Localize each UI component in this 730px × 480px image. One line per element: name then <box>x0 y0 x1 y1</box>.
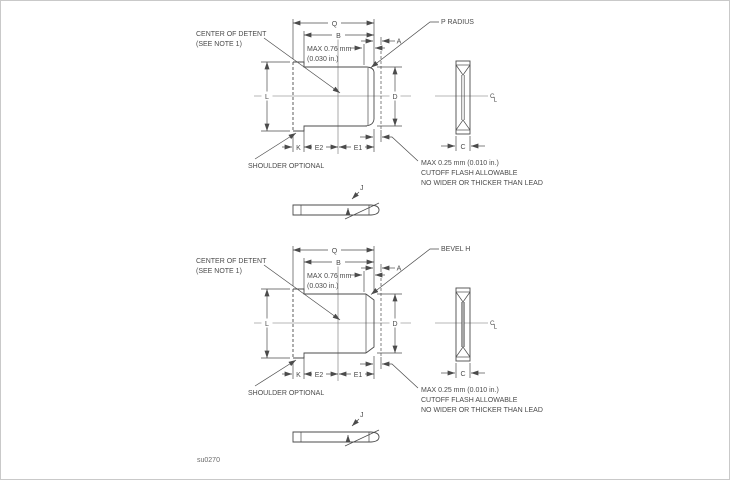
variant-label: BEVEL H <box>441 246 471 253</box>
top-chamfer <box>456 65 470 75</box>
dim-label-c: C <box>460 144 466 151</box>
dim-label-e1: E1 <box>353 145 363 152</box>
note-max-detent-mm: MAX 0.76 mm <box>307 46 352 53</box>
lead-core-shading <box>462 302 464 347</box>
lead-tip-view <box>293 412 379 446</box>
outline-drawing-radius-variant <box>196 19 543 220</box>
dim-label-e2: E2 <box>314 145 324 152</box>
lead-body <box>293 205 369 215</box>
dim-label-k: K <box>296 145 301 152</box>
dimensions <box>261 19 418 162</box>
dim-label-e1: E1 <box>353 372 363 379</box>
lead-end-view <box>441 61 498 151</box>
dim-label-a: A <box>396 38 402 46</box>
note-max-detent-in: (0.030 in.) <box>307 56 339 63</box>
package-outline-figure <box>1 1 730 480</box>
dim-label-l: L <box>265 94 269 101</box>
dim-label-q: Q <box>331 248 338 255</box>
bevel-face <box>366 294 374 353</box>
centerline-symbol-l: L <box>493 96 498 104</box>
dim-label-j: J <box>360 185 364 192</box>
outline-drawing-bevel-variant <box>196 246 543 447</box>
note-max-detent-mm: MAX 0.76 mm <box>307 273 352 280</box>
note-center-of-detent: CENTER OF DETENT <box>196 258 267 265</box>
lead-end-view <box>441 288 498 378</box>
dim-label-j: J <box>360 412 364 419</box>
centerlines <box>254 38 488 154</box>
lead-tip-view <box>293 185 379 219</box>
note-see-note: (SEE NOTE 1) <box>196 268 242 275</box>
leaders-and-notes <box>196 19 543 187</box>
note-flash-1: MAX 0.25 mm (0.010 in.) <box>421 160 499 167</box>
centerline-symbol-l: L <box>493 323 498 331</box>
leaders-and-notes <box>196 246 543 414</box>
note-flash-2: CUTOFF FLASH ALLOWABLE <box>421 170 518 177</box>
dim-label-e2: E2 <box>314 372 324 379</box>
note-flash-3: NO WIDER OR THICKER THAN LEAD <box>421 407 543 414</box>
centerline-symbol-c: C <box>490 320 495 327</box>
dim-label-b: B <box>336 260 341 267</box>
dim-label-d: D <box>392 94 398 101</box>
bottom-chamfer <box>456 120 470 130</box>
note-max-detent-in: (0.030 in.) <box>307 283 339 290</box>
centerlines <box>254 265 488 381</box>
centerline-symbol-c: C <box>490 93 495 100</box>
dim-label-c: C <box>460 371 466 378</box>
note-flash-2: CUTOFF FLASH ALLOWABLE <box>421 397 518 404</box>
note-flash-3: NO WIDER OR THICKER THAN LEAD <box>421 180 543 187</box>
lead-tip <box>369 205 379 215</box>
dim-label-l: L <box>265 321 269 328</box>
shoulder-leader <box>255 133 296 159</box>
note-shoulder-optional: SHOULDER OPTIONAL <box>248 390 325 397</box>
lead-tip <box>369 432 379 442</box>
variant-label: P RADIUS <box>441 19 474 26</box>
dim-label-q: Q <box>331 21 338 28</box>
top-chamfer <box>456 292 470 302</box>
radius-face <box>365 67 374 126</box>
dim-label-d: D <box>392 321 398 328</box>
bottom-chamfer <box>456 347 470 357</box>
dim-label-k: K <box>296 372 301 379</box>
note-flash-1: MAX 0.25 mm (0.010 in.) <box>421 387 499 394</box>
note-center-of-detent: CENTER OF DETENT <box>196 31 267 38</box>
dimensions <box>261 246 418 389</box>
lead-body <box>293 432 369 442</box>
note-shoulder-optional: SHOULDER OPTIONAL <box>248 163 325 170</box>
dim-label-b: B <box>336 33 341 40</box>
note-see-note: (SEE NOTE 1) <box>196 41 242 48</box>
document-id: su0270 <box>197 457 220 464</box>
shoulder-leader <box>255 360 296 386</box>
dim-label-a: A <box>396 265 402 273</box>
